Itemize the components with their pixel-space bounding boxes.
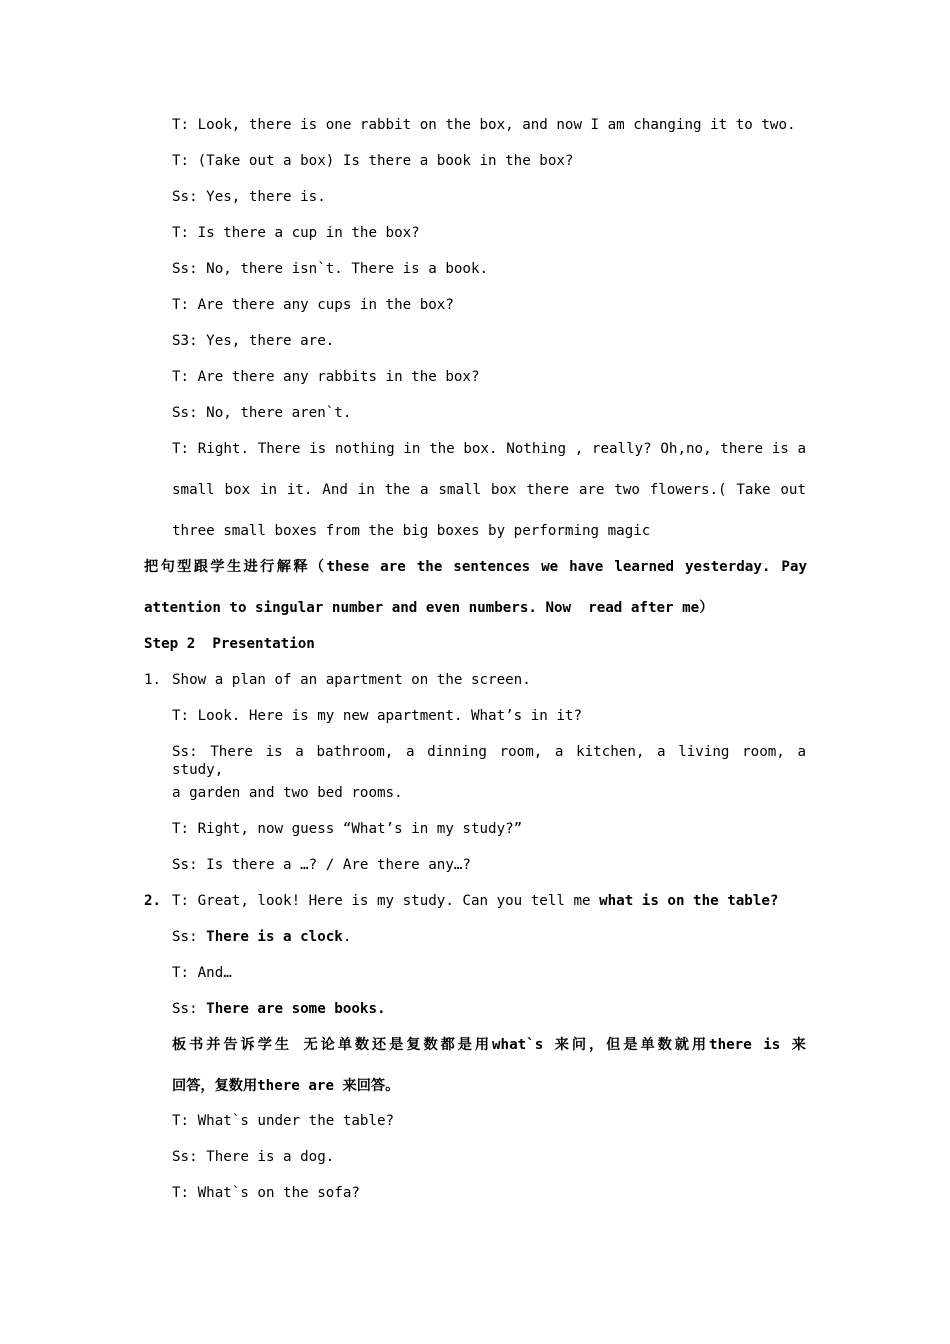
dialogue-line: T: Are there any cups in the box? (172, 297, 454, 313)
key-answer: There are some books. (206, 1001, 386, 1017)
punctuation: . (342, 929, 352, 945)
dialogue-line: T: What`s on the sofa? (172, 1185, 360, 1201)
key-question: what is on the table? (599, 893, 779, 909)
dialogue-line: T: And… (172, 965, 232, 981)
dialogue-line: T: What`s under the table? (172, 1113, 395, 1129)
teaching-note: 回答，复数用there are 来回答。 (172, 1078, 400, 1094)
instruction-note: 把句型跟学生进行解释（these are the sentences we have learned yesterday. Pay (144, 559, 807, 575)
dialogue-line: T: Is there a cup in the box? (172, 225, 420, 241)
dialogue-line: S3: Yes, there are. (172, 333, 335, 349)
key-answer: There is a clock (206, 929, 343, 945)
dialogue-line: T: Look. Here is my new apartment. What’s in it? (172, 708, 582, 724)
dialogue-line: Ss: No, there isn`t. There is a book. (172, 261, 489, 277)
dialogue-line: Ss: Yes, there is. (172, 189, 326, 205)
dialogue-line (172, 892, 778, 910)
dialogue-line (172, 1000, 386, 1018)
dialogue-line: Ss: No, there aren`t. (172, 405, 352, 421)
teaching-note: 板书并告诉学生 无论单数还是复数都是用what`s 来问，但是单数就用there is 来 (172, 1037, 806, 1053)
list-item: Show a plan of an apartment on the screen. (172, 672, 531, 688)
dialogue-line: a garden and two bed rooms. (172, 785, 403, 801)
list-number: 1. (144, 672, 162, 688)
dialogue-line: T: Look, there is one rabbit on the box, and now I am changing it to two. (172, 117, 796, 133)
dialogue-line: Ss: There is a dog. (172, 1149, 335, 1165)
speaker: Ss: (172, 1001, 207, 1017)
dialogue-line: three small boxes from the big boxes by performing magic (172, 523, 651, 539)
dialogue-line: small box in it. And in the a small box there are two flowers.( Take out (172, 482, 806, 498)
speaker: Ss: (172, 929, 207, 945)
dialogue-line: T: (Take out a box) Is there a book in the box? (172, 153, 574, 169)
dialogue-line: T: Right, now guess “What’s in my study?” (172, 821, 523, 837)
list-number: 2. (144, 893, 162, 909)
dialogue-line: T: Are there any rabbits in the box? (172, 369, 480, 385)
dialogue-line: T: Right. There is nothing in the box. Nothing , really? Oh,no, there is a (172, 441, 806, 457)
dialogue-line (172, 928, 351, 946)
instruction-note: attention to singular number and even numbers. Now read after me） (144, 600, 714, 616)
dialogue-text: T: Great, look! Here is my study. Can you tell me (172, 893, 600, 909)
step-heading: Step 2 Presentation (144, 636, 315, 652)
dialogue-line: Ss: There is a bathroom, a dinning room, a kitchen, a living room, a study, (172, 744, 806, 778)
dialogue-line: Ss: Is there a …? / Are there any…? (172, 857, 471, 873)
